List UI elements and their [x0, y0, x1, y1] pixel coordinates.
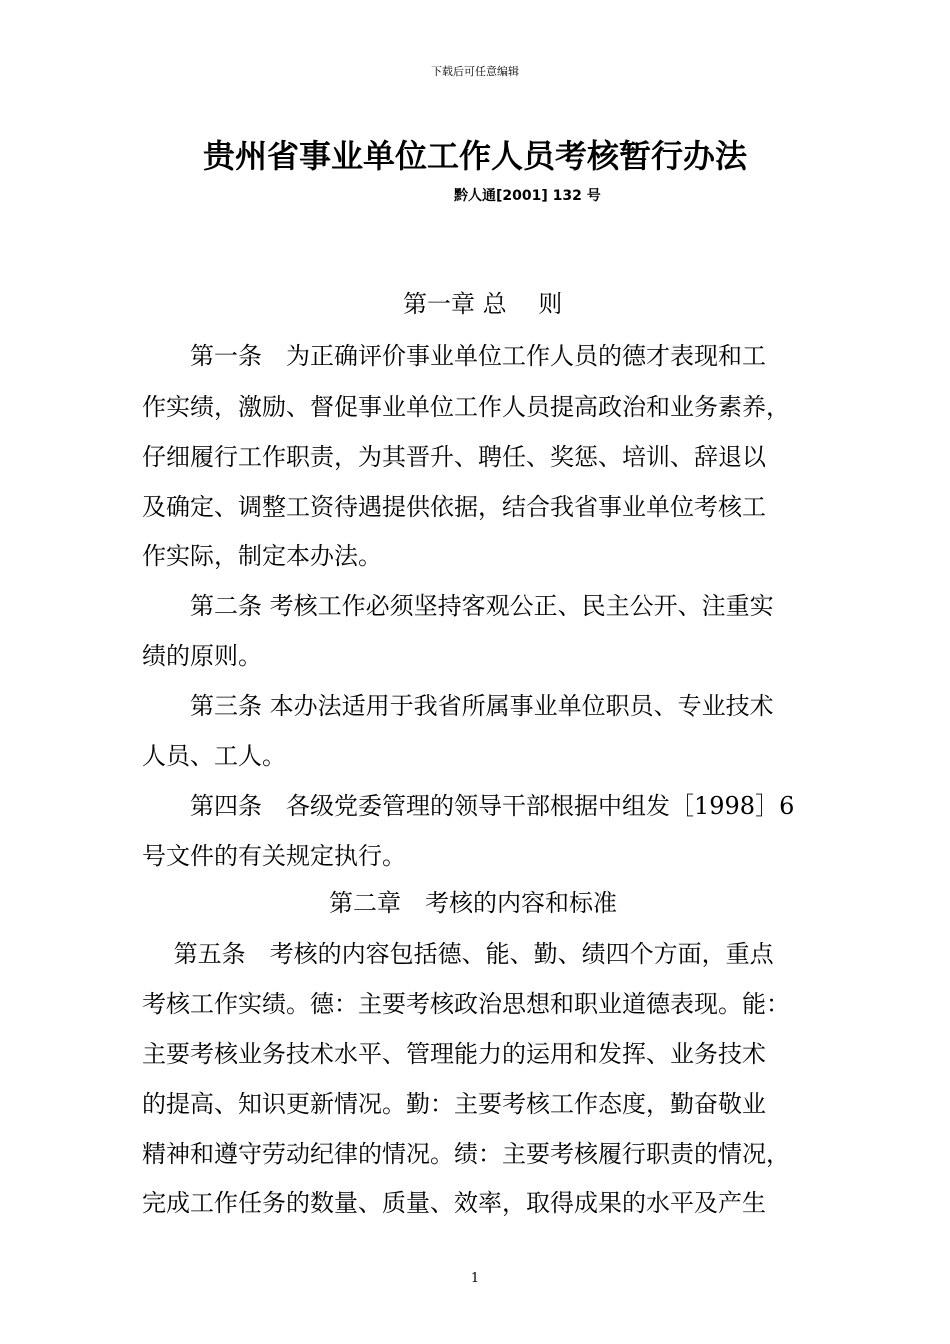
- article-5-line: 精神和遵守劳动纪律的情况。绩：主要考核履行职责的情况，: [142, 1140, 790, 1168]
- chapter-1-heading: 第一章 总 则: [403, 290, 563, 318]
- article-5-line: 的提高、知识更新情况。勤：主要考核工作态度，勤奋敬业: [142, 1090, 766, 1118]
- article-1-line: 仔细履行工作职责，为其晋升、聘任、奖惩、培训、辞退以: [142, 443, 766, 471]
- article-2-line: 第二条 考核工作必须坚持客观公正、民主公开、注重实: [142, 592, 774, 620]
- article-5-line: 主要考核业务技术水平、管理能力的运用和发挥、业务技术: [142, 1040, 766, 1068]
- chapter-2-heading: 第二章 考核的内容和标准: [329, 889, 617, 917]
- page-number: 1: [470, 1271, 480, 1286]
- article-5-line: 第五条 考核的内容包括德、能、勤、绩四个方面，重点: [142, 940, 774, 968]
- article-5-line: 完成工作任务的数量、质量、效率，取得成果的水平及产生: [142, 1189, 766, 1217]
- header-note: 下载后可任意编辑: [431, 65, 519, 78]
- document-title: 贵州省事业单位工作人员考核暂行办法: [202, 137, 747, 175]
- article-1-line: 第一条 为正确评价事业单位工作人员的德才表现和工: [142, 342, 766, 370]
- article-3-line: 第三条 本办法适用于我省所属事业单位职员、专业技术: [142, 692, 774, 720]
- article-4-line: 第四条 各级党委管理的领导干部根据中组发［1998］6: [142, 792, 795, 820]
- document-number: 黔人通[2001] 132 号: [454, 188, 601, 204]
- article-1-line: 作实际，制定本办法。: [142, 542, 382, 570]
- article-3-line: 人员、工人。: [142, 742, 286, 770]
- article-1-line: 及确定、调整工资待遇提供依据，结合我省事业单位考核工: [142, 493, 766, 521]
- article-2-line: 绩的原则。: [142, 642, 262, 670]
- article-4-line: 号文件的有关规定执行。: [142, 842, 406, 870]
- article-5-line: 考核工作实绩。德：主要考核政治思想和职业道德表现。能：: [142, 990, 790, 1018]
- article-1-line: 作实绩，激励、督促事业单位工作人员提高政治和业务素养，: [142, 393, 790, 421]
